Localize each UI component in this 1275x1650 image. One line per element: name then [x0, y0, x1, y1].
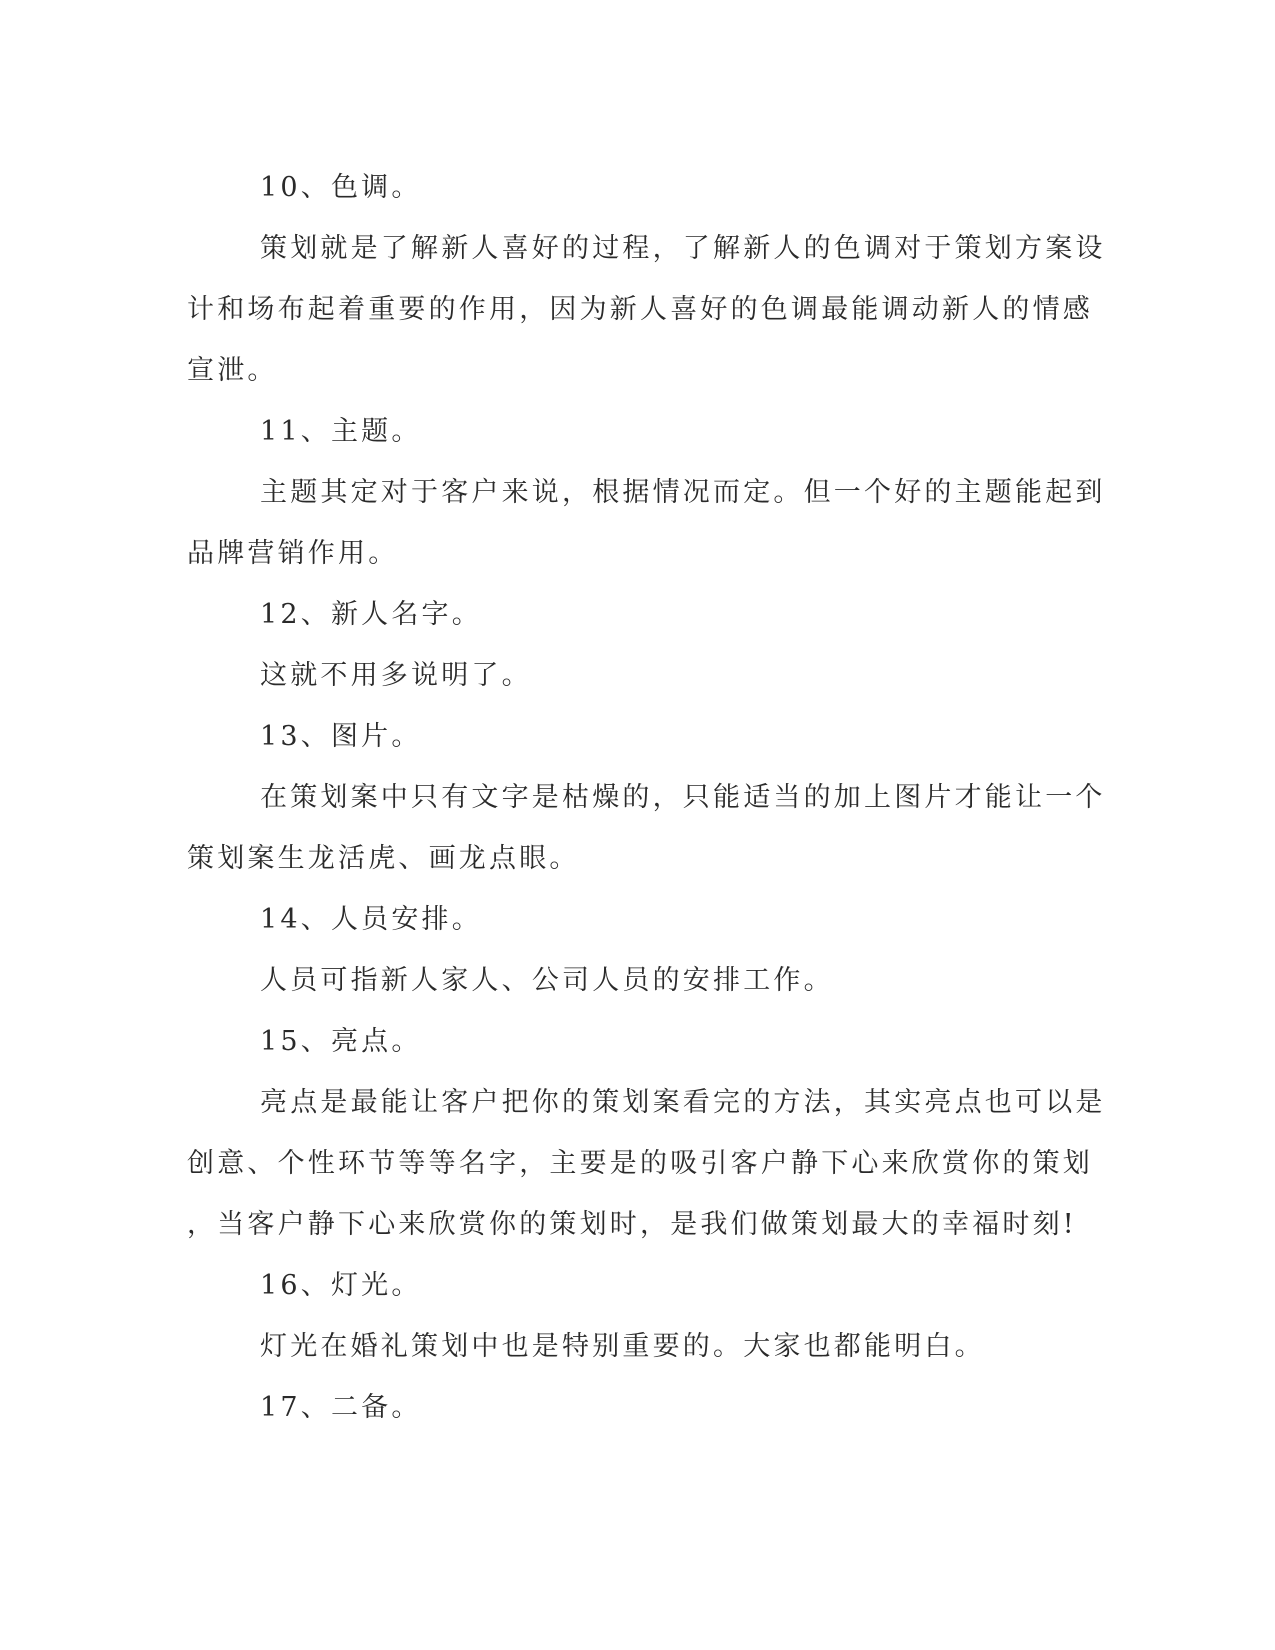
heading-15-highlights: 15、亮点。	[260, 1026, 422, 1057]
heading-14-staffing: 14、人员安排。	[260, 904, 482, 935]
heading-11-theme: 11、主题。	[260, 416, 422, 447]
paragraph-line: 这就不用多说明了。	[260, 660, 532, 691]
heading-13-pictures: 13、图片。	[260, 721, 422, 752]
heading-12-names: 12、新人名字。	[260, 599, 482, 630]
paragraph-line: 灯光在婚礼策划中也是特别重要的。大家也都能明白。	[260, 1331, 985, 1362]
paragraph-line: 策划就是了解新人喜好的过程，了解新人的色调对于策划方案设	[260, 233, 1106, 264]
paragraph-line: 宣泄。	[187, 355, 278, 386]
heading-10-color-tone: 10、色调。	[260, 172, 422, 203]
paragraph-line: ，当客户静下心来欣赏你的策划时，是我们做策划最大的幸福时刻!	[187, 1209, 1077, 1240]
paragraph-line: 创意、个性环节等等名字，主要是的吸引客户静下心来欣赏你的策划	[187, 1148, 1093, 1179]
heading-17-backup: 17、二备。	[260, 1392, 422, 1423]
heading-16-lighting: 16、灯光。	[260, 1270, 422, 1301]
paragraph-line: 计和场布起着重要的作用，因为新人喜好的色调最能调动新人的情感	[187, 294, 1093, 325]
paragraph-line: 在策划案中只有文字是枯燥的，只能适当的加上图片才能让一个	[260, 782, 1106, 813]
paragraph-line: 主题其定对于客户来说，根据情况而定。但一个好的主题能起到	[260, 477, 1106, 508]
paragraph-line: 品牌营销作用。	[187, 538, 399, 569]
paragraph-line: 亮点是最能让客户把你的策划案看完的方法，其实亮点也可以是	[260, 1087, 1106, 1118]
paragraph-line: 策划案生龙活虎、画龙点眼。	[187, 843, 580, 874]
paragraph-line: 人员可指新人家人、公司人员的安排工作。	[260, 965, 834, 996]
